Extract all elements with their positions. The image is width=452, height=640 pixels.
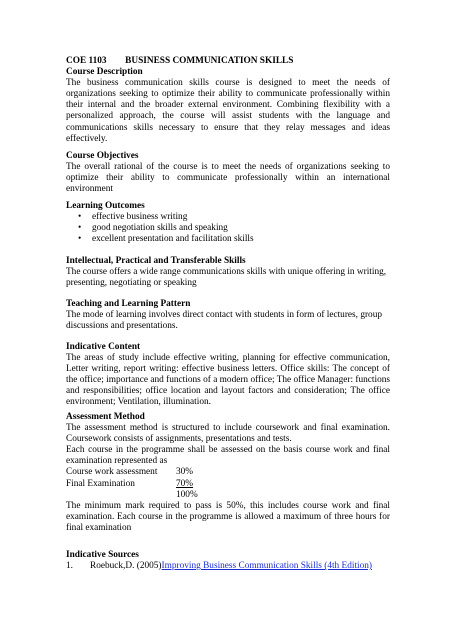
row-label: Course work assessment: [66, 467, 158, 478]
description-text: The business communication skills course is designed to meet the needs of organizations seeking to optimize their ability to communicate professionally within their internal and the broader external environment. Combining flexibility with a personalized approach, the course will assist students with the language and communications skills necessary to ensure that they relay messages and ideas effectively.: [66, 78, 390, 144]
row-value: 30%: [176, 467, 194, 478]
source-author: Roebuck,D. (2005): [90, 561, 162, 572]
list-item: • effective business writing: [78, 212, 188, 223]
table-row: [66, 490, 390, 501]
row-label: [66, 490, 176, 501]
list-item: [66, 561, 390, 572]
assessment-text-2: Each course in the programme shall be assessed on the basis course work and final examination represented as: [66, 445, 390, 467]
teaching-section: [66, 299, 390, 332]
indicative-content-section: [66, 342, 390, 409]
assessment-text-1: The assessment method is structured to include coursework and final examination. Coursework consists of assignments, presentations and tests.: [66, 423, 390, 445]
course-header: [66, 56, 390, 67]
assessment-heading: Assessment Method: [66, 412, 145, 422]
assessment-text-3: The minimum mark required to pass is 50%, this includes course work and final examination. Each course in the programme is allowed a maximum of three hours for final examination: [66, 500, 390, 533]
description-heading: Course Description: [66, 67, 143, 78]
list-item: • excellent presentation and facilitation skills: [78, 234, 254, 245]
row-label: Final Examination: [66, 478, 135, 489]
course-description-section: [66, 56, 390, 145]
teaching-text: The mode of learning involves direct contact with students in form of lectures, group discussions and presentations.: [66, 310, 383, 332]
bullet-icon: •: [78, 223, 82, 234]
table-row: [66, 479, 390, 490]
outcomes-heading: Learning Outcomes: [66, 201, 145, 211]
objectives-heading: Course Objectives: [66, 151, 139, 161]
learning-outcomes-section: [66, 201, 390, 245]
sources-heading: Indicative Sources: [66, 550, 139, 560]
source-title-link[interactable]: Improving Business Communication Skills (4th Edition): [161, 561, 373, 572]
content-text: The areas of study include effective writing, planning for effective communication, Letter writing, report writing: effective business letters. Office skills: The concept of the office; importance and functions of a modern office; The office Manager: functions and responsibilities; office location and layout factors and consideration; The office environment; Ventilation, illumination.: [66, 353, 390, 408]
assessment-table: [66, 467, 390, 500]
teaching-heading: Teaching and Learning Pattern: [66, 299, 191, 309]
table-row: [66, 467, 390, 478]
bullet-icon: •: [78, 212, 82, 223]
source-number: 1.: [66, 561, 73, 572]
skills-text: The course offers a wide range communications skills with unique offering in writing, presenting, negotiating or speaking: [66, 267, 387, 289]
assessment-section: [66, 412, 390, 534]
content-heading: Indicative Content: [66, 342, 141, 352]
row-value: 70%: [176, 478, 194, 489]
objectives-text: The overall rational of the course is to meet the needs of organizations seeking to optimize their ability to communicate professionally within an international environment: [66, 162, 390, 195]
skills-section: [66, 256, 390, 289]
course-objectives-section: [66, 151, 390, 195]
course-code: COE 1103: [66, 56, 107, 66]
indicative-sources-section: [66, 550, 390, 572]
course-title: BUSINESS COMMUNICATION SKILLS: [125, 56, 294, 66]
outcomes-list: [66, 212, 390, 245]
list-item: • good negotiation skills and speaking: [78, 223, 228, 234]
row-value: 100%: [176, 489, 198, 500]
bullet-icon: •: [78, 234, 82, 245]
skills-heading: Intellectual, Practical and Transferable Skills: [66, 256, 246, 266]
